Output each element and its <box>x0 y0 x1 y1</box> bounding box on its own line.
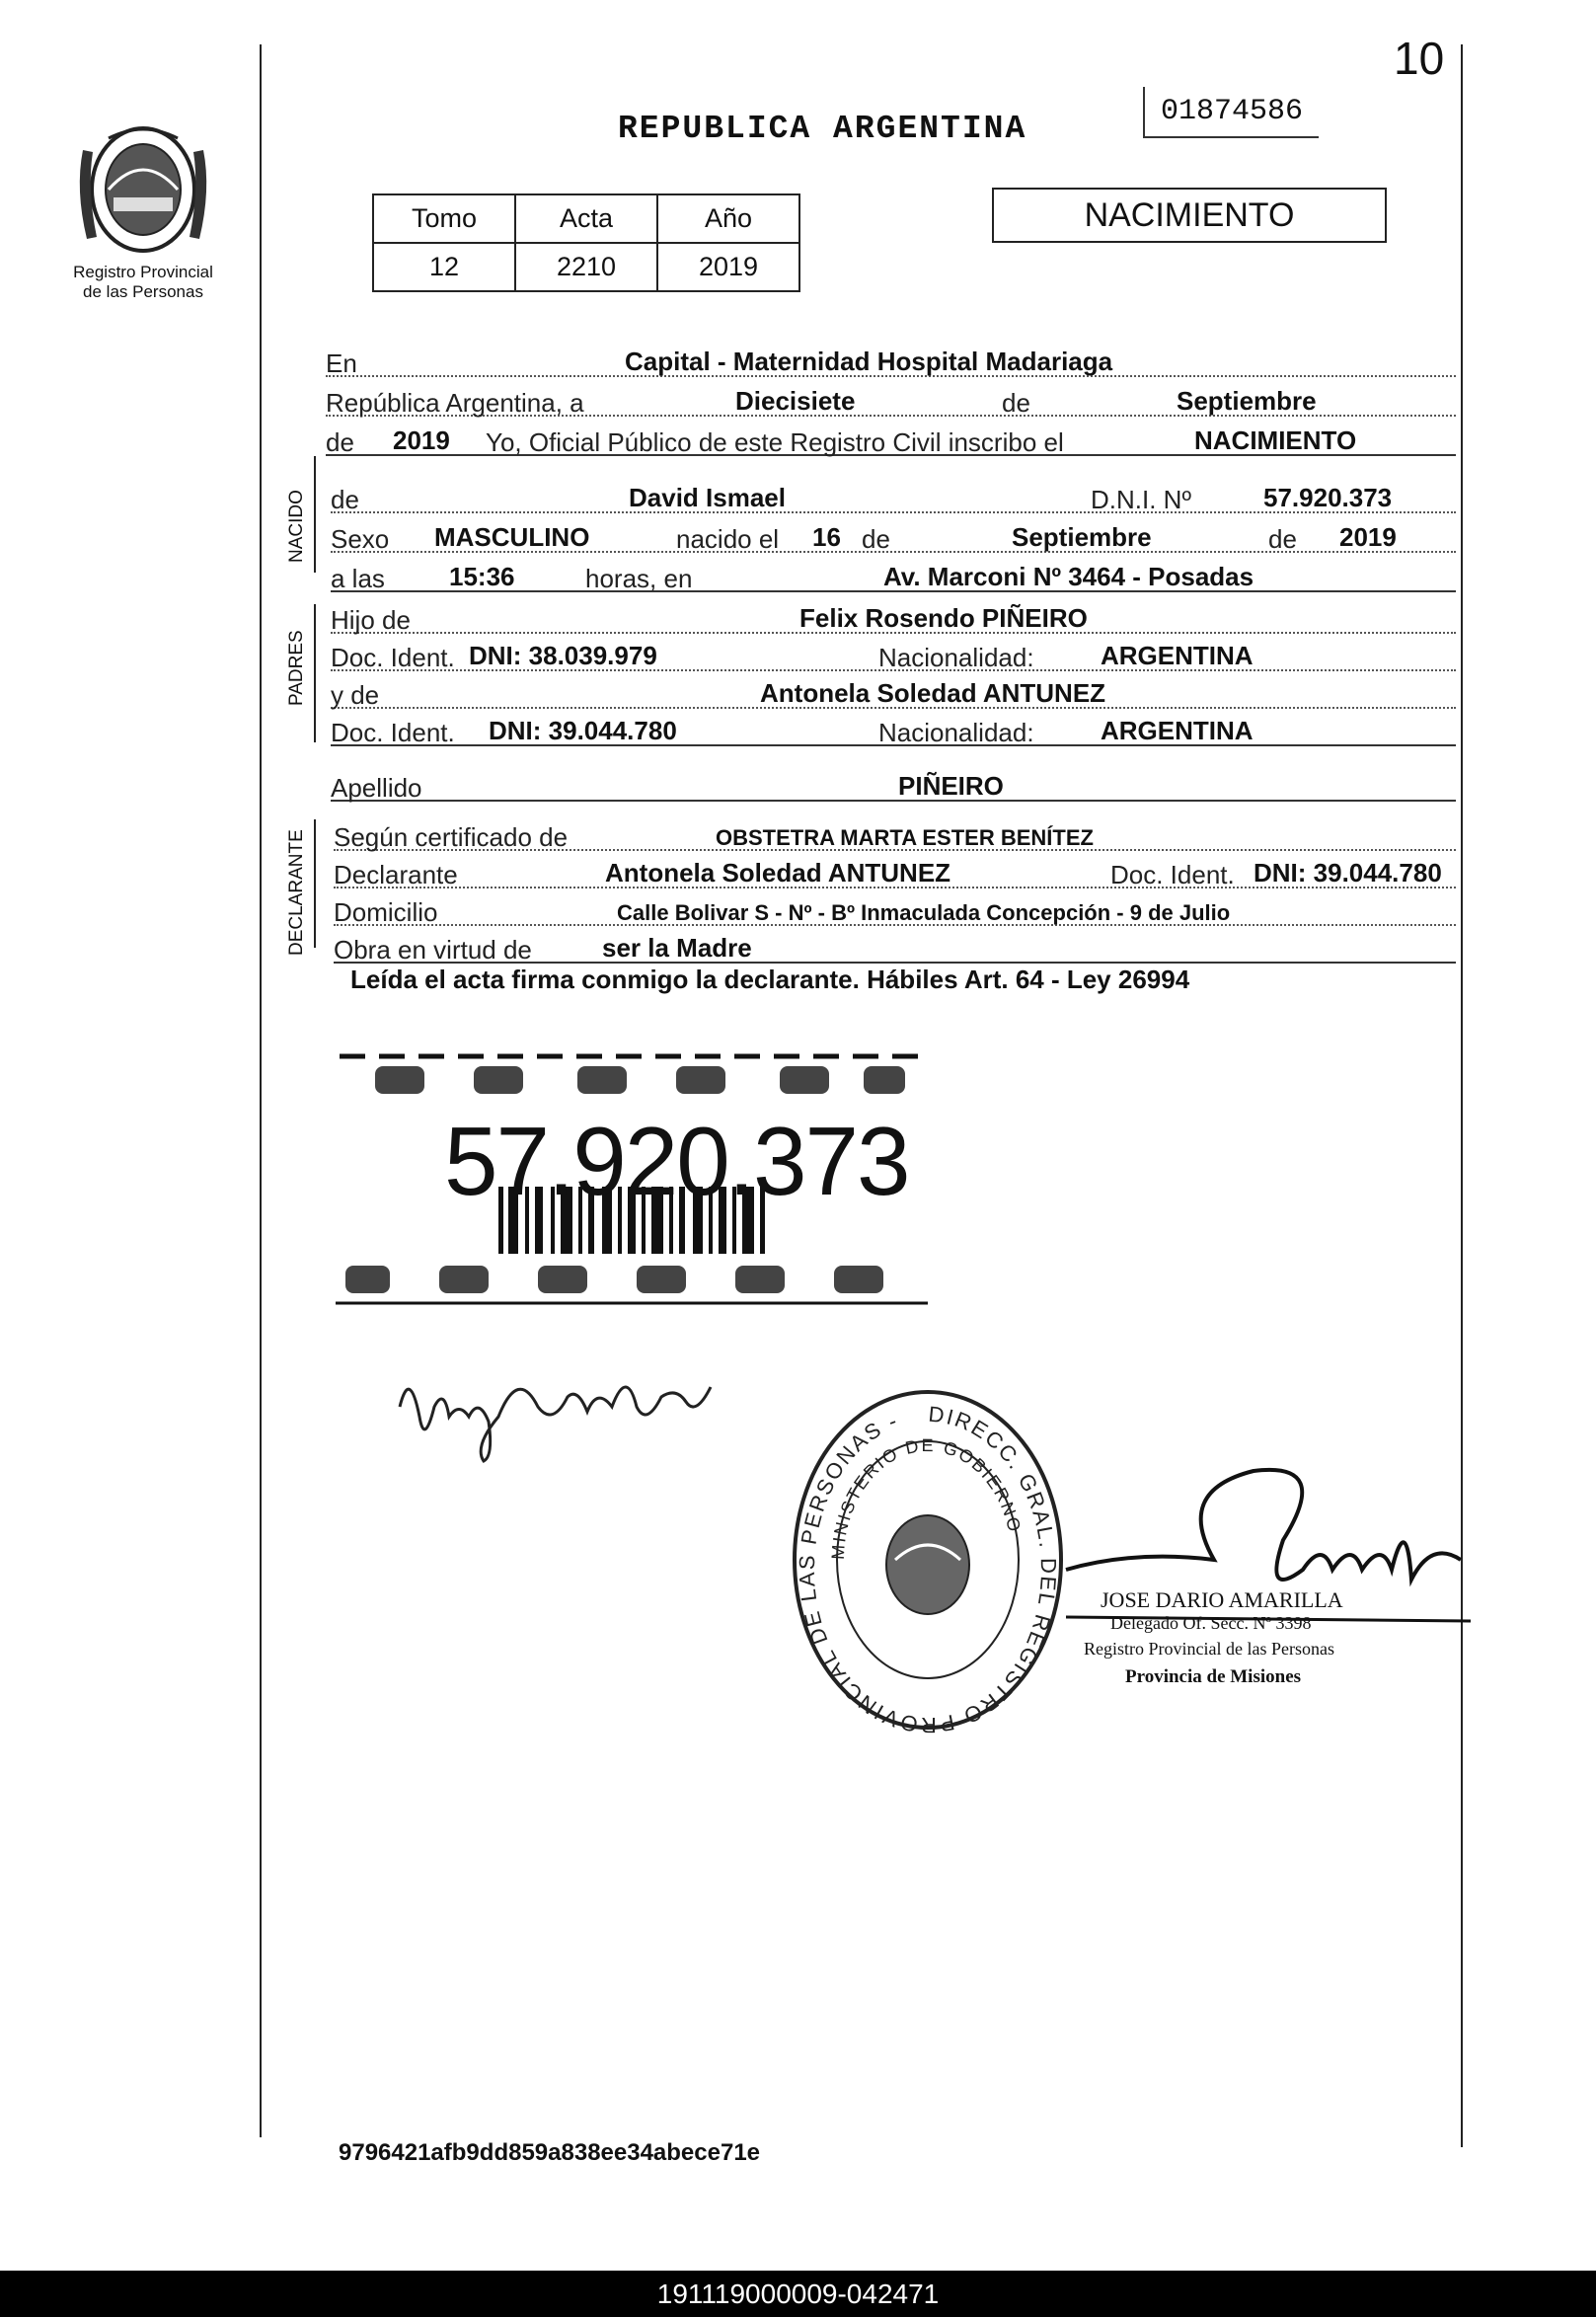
anio-header: Año <box>657 194 799 243</box>
inscribe-value: NACIMIENTO <box>1194 425 1357 455</box>
place-line: En Capital - Maternidad Hospital Madariaga <box>326 336 1456 377</box>
declarante-bracket <box>314 819 316 948</box>
father-doc-line: Doc. Ident. DNI: 38.039.979 Nacionalidad: ARGENTINA <box>331 630 1456 671</box>
right-margin-line <box>1461 44 1463 2147</box>
serial-number: 01874586 <box>1143 87 1319 138</box>
father-doc: DNI: 38.039.979 <box>469 641 657 670</box>
declarante-section-label: DECLARANTE <box>286 829 307 956</box>
father-nationality: ARGENTINA <box>1101 641 1254 670</box>
mother-doc-line: Doc. Ident. DNI: 39.044.780 Nacionalidad: ARGENTINA <box>331 705 1456 746</box>
declarant-name: Antonela Soledad ANTUNEZ <box>605 858 951 888</box>
sex-birth-line: Sexo MASCULINO nacido el 16 de Septiembre de 2019 <box>331 511 1456 553</box>
logo-caption: Registro Provincial de las Personas <box>73 263 213 301</box>
address-line: Domicilio Calle Bolivar S - Nº - Bº Inmaculada Concepción - 9 de Julio <box>334 885 1456 926</box>
mother-name: Antonela Soledad ANTUNEZ <box>760 678 1106 708</box>
place-value: Capital - Maternidad Hospital Madariaga <box>625 347 1113 376</box>
official-stamp <box>785 1382 1071 1742</box>
birth-day: 16 <box>812 522 841 552</box>
acta-value: 2210 <box>515 243 657 291</box>
record-type-box: NACIMIENTO <box>992 188 1387 243</box>
capacity-value: ser la Madre <box>602 933 752 963</box>
child-dni: 57.920.373 <box>1263 483 1393 512</box>
mother-nationality: ARGENTINA <box>1101 716 1254 745</box>
closing-statement: Leída el acta firma conmigo la declarante. Hábiles Art. 64 - Ley 26994 <box>350 965 1190 994</box>
footer-code-bar: 191119000009-042471 <box>0 2271 1596 2317</box>
year-value: 2019 <box>393 425 450 455</box>
inscribe-line: de 2019 Yo, Oficial Público de este Registro Civil inscribo el NACIMIENTO <box>326 415 1456 456</box>
official-name: JOSE DARIO AMARILLA <box>1101 1587 1343 1612</box>
nacido-bracket <box>314 456 316 573</box>
father-line: Hijo de Felix Rosendo PIÑEIRO <box>331 592 1456 634</box>
anio-value: 2019 <box>657 243 799 291</box>
certificate-line: Según certificado de OBSTETRA MARTA ESTER BENÍTEZ <box>334 810 1456 851</box>
birth-month: Septiembre <box>1012 522 1152 552</box>
day-value: Diecisiete <box>735 386 856 416</box>
mother-line: y de Antonela Soledad ANTUNEZ <box>331 667 1456 709</box>
declarant-line: Declarante Antonela Soledad ANTUNEZ Doc. Ident. DNI: 39.044.780 <box>334 847 1456 888</box>
month-value: Septiembre <box>1177 386 1317 416</box>
reference-table <box>372 193 800 292</box>
father-name: Felix Rosendo PIÑEIRO <box>799 603 1088 633</box>
padres-section-label: PADRES <box>286 630 307 706</box>
name-line: de David Ismael D.N.I. Nº 57.920.373 <box>331 472 1456 513</box>
tomo-header: Tomo <box>373 194 515 243</box>
acta-header: Acta <box>515 194 657 243</box>
declarant-doc: DNI: 39.044.780 <box>1254 858 1442 888</box>
date-line: República Argentina, a Diecisiete de Septiembre <box>326 375 1456 417</box>
surname-line: Apellido PIÑEIRO <box>331 760 1456 802</box>
birth-hour: 15:36 <box>449 562 515 591</box>
address-value: Calle Bolivar S - Nº - Bº Inmaculada Concepción - 9 de Julio <box>617 900 1231 925</box>
certificate-value: OBSTETRA MARTA ESTER BENÍTEZ <box>716 825 1094 850</box>
nacido-section-label: NACIDO <box>286 490 307 563</box>
declarant-signature <box>390 1348 725 1471</box>
tomo-value: 12 <box>373 243 515 291</box>
capacity-line: Obra en virtud de ser la Madre <box>334 922 1456 964</box>
province-logo <box>69 111 217 269</box>
official-province: Provincia de Misiones <box>1125 1666 1302 1687</box>
document-title: REPUBLICA ARGENTINA <box>618 111 1027 147</box>
left-margin-line <box>260 44 262 2137</box>
birth-place: Av. Marconi Nº 3464 - Posadas <box>883 562 1254 591</box>
official-org: Registro Provincial de las Personas <box>1084 1639 1334 1659</box>
official-role: Delegado Of. Secc. Nº 3398 <box>1110 1613 1312 1633</box>
padres-bracket <box>314 604 316 742</box>
mother-doc: DNI: 39.044.780 <box>489 716 677 745</box>
stamp-inner-text: MINISTERIO DE GOBIERNO <box>827 1434 1026 1561</box>
dni-sticker-number: 57.920.373 <box>444 1107 909 1215</box>
document-hash: 9796421afb9dd859a838ee34abece71e <box>339 2139 761 2166</box>
birth-year: 2019 <box>1339 522 1397 552</box>
time-place-line: a las 15:36 horas, en Av. Marconi Nº 3464 - Posadas <box>331 551 1456 592</box>
surname-value: PIÑEIRO <box>898 771 1004 801</box>
page-number: 10 <box>1394 33 1445 84</box>
child-name: David Ismael <box>629 483 786 512</box>
sex-value: MASCULINO <box>434 522 590 552</box>
stamp-ring-text: DIRECC. GRAL. DEL REGISTRO PROVINCIAL DE LAS PERSONAS - <box>794 1401 1062 1738</box>
